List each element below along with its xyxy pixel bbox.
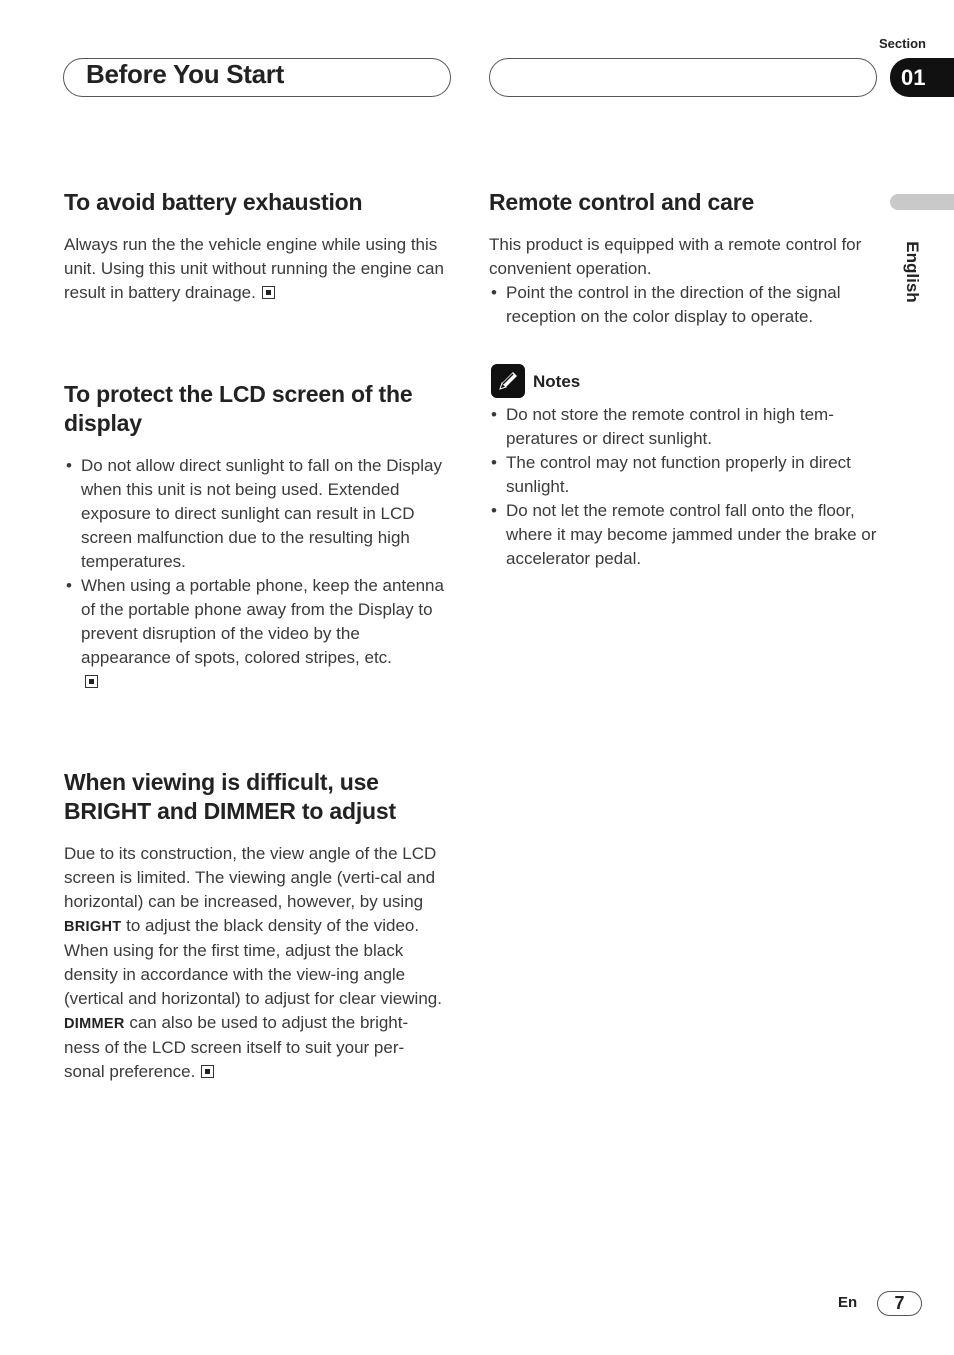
viewing-text-2: to adjust the black density of the video. When using for the first time, adjust the black density in accordance with the view-ing angle (vertical and horizontal) to adjust for clear viewing. (64, 916, 442, 1008)
footer-language: En (838, 1294, 858, 1311)
lcd-heading (64, 380, 444, 438)
remote-text: This product is equipped with a remote control for convenient operation. (489, 235, 862, 278)
dimmer-keyword: DIMMER (64, 1016, 125, 1032)
notes-section (489, 403, 879, 571)
page-number: 7 (877, 1291, 922, 1316)
remote-bullet-list (489, 281, 873, 329)
section-number-badge: 01 (890, 58, 954, 97)
list-item: • Point the control in the direction of the signal reception on the color display to operate. (489, 281, 873, 329)
viewing-section (64, 768, 444, 1084)
viewing-heading-line2: BRIGHT and DIMMER to adjust (64, 798, 396, 824)
remote-heading: Remote control and care (489, 189, 755, 215)
end-mark-icon (201, 1065, 214, 1078)
notes-bullet-list (489, 403, 879, 571)
list-item: • Do not store the remote control in high tem-peratures or direct sunlight. (489, 403, 879, 451)
end-mark-icon (85, 675, 98, 688)
end-mark-icon (262, 286, 275, 299)
list-item (64, 574, 444, 694)
lcd-bullet-list (64, 454, 444, 694)
notes-label: Notes (533, 372, 581, 391)
pencil-icon (491, 364, 525, 398)
viewing-heading (64, 768, 444, 826)
side-tab-bar (890, 194, 954, 210)
viewing-text-3: can also be used to adjust the bright-ness of the LCD screen itself to suit your per-sonal preference. (64, 1013, 409, 1081)
viewing-heading-line1: When viewing is difficult, use (64, 769, 379, 795)
list-item: • Do not allow direct sunlight to fall on the Display when this unit is not being used. Extended exposure to direct sunlight can result in LCD screen malfunction due to the resulting high temperatures. (64, 454, 444, 574)
battery-heading: To avoid battery exhaustion (64, 189, 363, 215)
viewing-text-1: Due to its construction, the view angle of the LCD screen is limited. The viewing angle (verti-cal and horizontal) can be increased, however, by using (64, 844, 437, 911)
lcd-heading-line2: display (64, 410, 142, 436)
lcd-heading-line1: To protect the LCD screen of the (64, 381, 413, 407)
bright-keyword: BRIGHT (64, 919, 122, 935)
remote-section (489, 188, 873, 329)
lcd-section (64, 380, 444, 694)
section-label: Section (879, 36, 926, 51)
header-blank-frame (489, 58, 877, 97)
list-item-text: When using a portable phone, keep the antenna of the portable phone away from the Display to prevent disruption of the video by the appearance of spots, colored stripes, etc. (81, 576, 444, 667)
battery-text: Always run the the vehicle engine while using this unit. Using this unit without running the engine can result in battery drainage. (64, 235, 444, 302)
page-title: Before You Start (86, 59, 284, 89)
battery-section (64, 188, 444, 305)
list-item: • The control may not function properly in direct sunlight. (489, 451, 879, 499)
list-item: • Do not let the remote control fall onto the floor, where it may become jammed under the brake or accelerator pedal. (489, 499, 879, 571)
side-language-label: English (903, 241, 922, 303)
